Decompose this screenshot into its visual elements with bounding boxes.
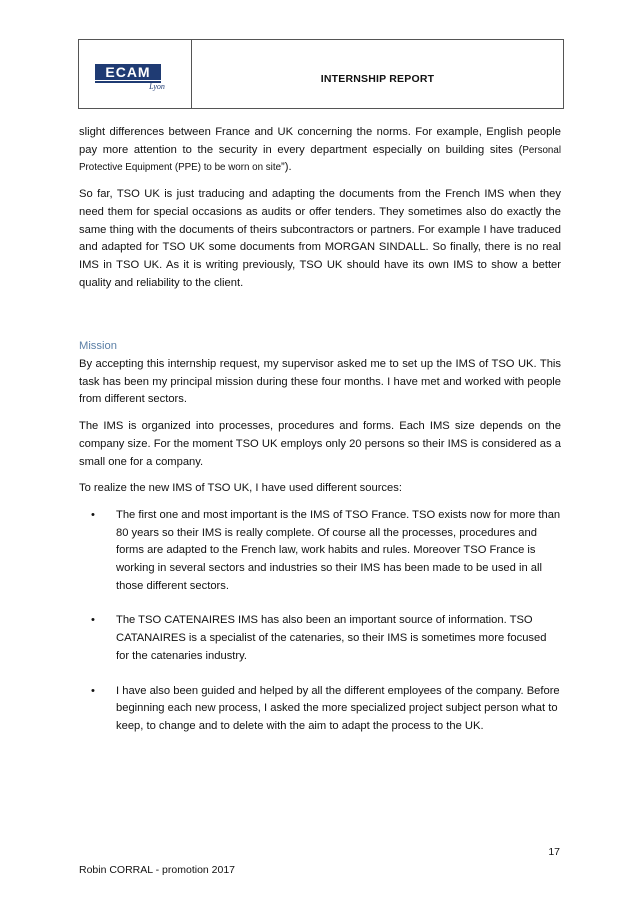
paragraph-3: By accepting this internship request, my supervisor asked me to set up the IMS of TSO UK. This task has been my principal mission during these four months. I have met and worked with people from different sectors. xyxy=(79,358,561,406)
paragraph-1-main: slight differences between France and UK concerning the norms. For example, English people pay more attention to the security in every department especially on building sites ( xyxy=(79,126,561,156)
bullet-icon: • xyxy=(91,614,95,627)
list-item-text: The first one and most important is the IMS of TSO France. TSO exists now for more than 80 years so their IMS is really complete. Of course all the processes, procedures and forms are adapted to the French law, work habits and rules. Moreover TSO France is working in several sectors and industries so their IMS has been made to be used in all those different sectors. xyxy=(116,508,561,592)
list-item-text: The TSO CATENAIRES IMS has also been an important source of information. TSO CATANAIRES is a specialist of the catenaries, so their IMS is sometimes more focused for the catenaries industry. xyxy=(116,614,547,662)
paragraph-1-end: ”). xyxy=(281,161,292,174)
list-item xyxy=(79,612,561,665)
logo-cell xyxy=(79,40,192,108)
logo-text: ECAM xyxy=(105,64,151,80)
logo-script: Lyon xyxy=(149,82,165,91)
sources-list xyxy=(79,507,561,736)
page-content xyxy=(79,124,561,753)
list-item xyxy=(79,507,561,596)
ecam-logo xyxy=(89,54,181,94)
header-title: INTERNSHIP REPORT xyxy=(320,73,435,85)
footer-author: Robin CORRAL - promotion 2017 xyxy=(79,864,236,876)
paragraph-5: To realize the new IMS of TSO UK, I have used different sources: xyxy=(79,482,402,495)
list-item xyxy=(79,683,561,736)
page-number: 17 xyxy=(548,846,560,858)
paragraph-4: The IMS is organized into processes, procedures and forms. Each IMS size depends on the company size. For the moment TSO UK employs only 20 persons so their IMS is considered as a small one for a company. xyxy=(79,420,561,468)
paragraph-1 xyxy=(79,124,561,177)
paragraph-1-note: Personal Protective Equipment (PPE) to be worn on site xyxy=(79,144,561,174)
list-item-text: I have also been guided and helped by all the different employees of the company. Before beginning each new process, I asked the more specialized project subject person what to keep, to change and to delete with the aim to adapt the process to the UK. xyxy=(116,684,560,732)
bullet-icon: • xyxy=(91,684,95,697)
paragraph-2: So far, TSO UK is just traducing and adapting the documents from the French IMS when they need them for special occasions as audits or offer tenders. They sometimes also do exactly the same thing with the documents of theirs subcontractors or partners. For example I have traduced and adapted for TSO UK some documents from MORGAN SINDALL. So finally, there is no real IMS in TSO UK. As it is writing previously, TSO UK should have its own IMS to show a better quality and reliability to the client. xyxy=(79,188,561,289)
bullet-icon: • xyxy=(91,508,95,521)
mission-heading: Mission xyxy=(79,340,117,353)
report-header xyxy=(78,39,564,109)
